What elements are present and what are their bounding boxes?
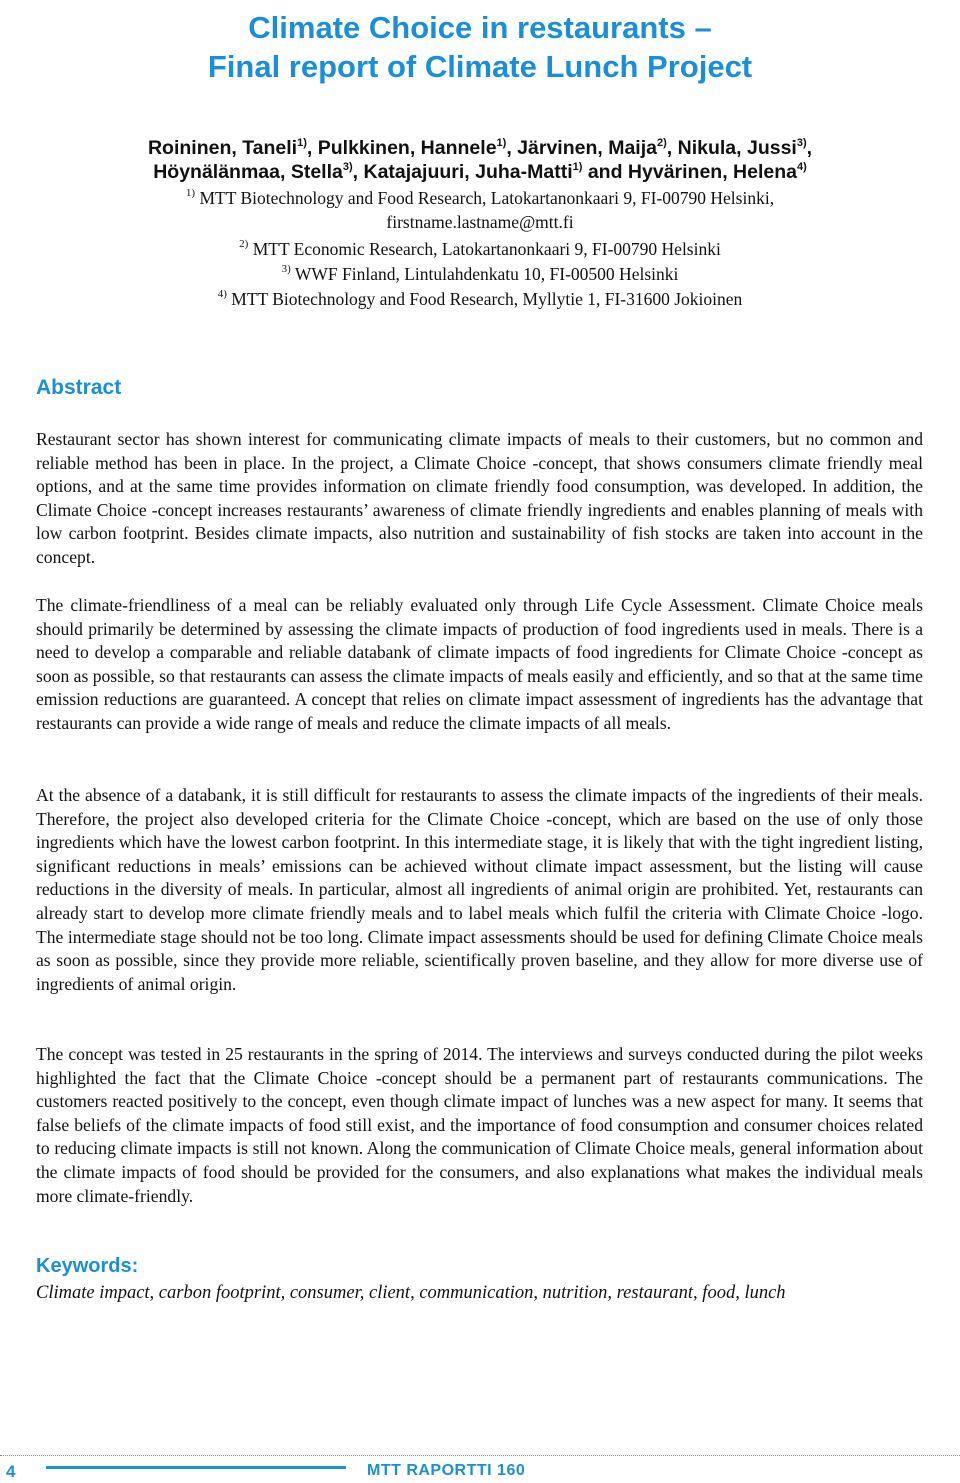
title-line-2: Final report of Climate Lunch Project [207, 49, 753, 84]
keywords-heading: Keywords: [36, 1255, 139, 1277]
affiliation-4: $^{4)}$ MTT Biotechnology and Food Research, Myllytie 1, FI-31600 Jokioinen [217, 288, 743, 309]
affiliation-2: $^{2)}$ MTT Economic Research, Latokartanonkaari 9, FI-00790 Helsinki [239, 238, 721, 259]
author: Hyvärinen, Helena$^{4)}$ [627, 161, 807, 183]
author: Järvinen, Maija$^{2)}$, [517, 137, 678, 159]
affiliation-3: $^{3)}$ WWF Finland, Lintulahdenkatu 10, FI-00500 Helsinki [281, 263, 679, 284]
keywords-list: Climate impact, carbon footprint, consumer, client, communication, nutrition, restaurant, food, lunch [36, 1283, 786, 1303]
author: Katajajuuri, Juha-Matti$^{1)}$ and [363, 161, 628, 183]
series-name: MTT RAPORTTI 160 [367, 1462, 526, 1479]
affiliation-1: $^{1)}$ MTT Biotechnology and Food Research, Latokartanonkaari 9, FI-00790 Helsinki, firstname.lastname@mtt.fi [185, 187, 775, 232]
title-line-1: Climate Choice in restaurants – [248, 10, 712, 45]
page-title [0, 8, 960, 86]
abstract-paragraph-1: Restaurant sector has shown interest for communicating climate impacts of meals to their customers, but no common and reliable method has been in place. In the project, a Climate Choice -concept, that shows consumers climate friendly meal options, and at the same time provides information on climate friendly food consumption, was developed. In addition, the Climate Choice -concept increases restaurants’ awareness of climate friendly ingredients and enables planning of meals with low carbon footprint. Besides climate impacts, also nutrition and sustainability of fish stocks are taken into account in the concept. [36, 429, 923, 567]
abstract-paragraph-2: The climate-friendliness of a meal can be reliably evaluated only through Life Cycle Assessment. Climate Choice meals should primarily be determined by assessing the climate impacts of production of food ingredients used in meals. There is a need to develop a comparable and reliable databank of climate impacts of food ingredients for Climate Choice -concept as soon as possible, so that restaurants can assess the climate impacts of meals easily and efficiently, and so that at the same time emission reductions are guaranteed. A concept that relies on climate impact assessment of ingredients has the advantage that restaurants can provide a wide range of meals and reduce the climate impacts of all meals. [36, 595, 923, 733]
author: Pulkkinen, Hannele$^{1)}$, [317, 137, 518, 159]
author: Höynälänmaa, Stella$^{3)}$, [153, 161, 364, 183]
page-number: 4 [6, 1462, 16, 1481]
author-list [40, 136, 920, 184]
contact-email: firstname.lastname@mtt.fi [386, 212, 574, 232]
abstract-paragraph-3: At the absence of a databank, it is still difficult for restaurants to assess the climate impacts of the ingredients of their meals. Therefore, the project also developed criteria for the Climate Choice -concept, which are based on the use of only those ingredients which have the lowest carbon footprint. In this intermediate stage, it is likely that with the tight ingredient listing, significant reductions in meals’ emissions can be achieved without climate impact assessment, but the listing will cause reductions in the diversity of meals. In particular, almost all ingredients of animal origin are prohibited. Yet, restaurants can already start to develop more climate friendly meals and to label meals which fulfil the criteria with Climate Choice -logo. The intermediate stage should not be too long. Climate impact assessments should be used for defining Climate Choice meals as soon as possible, since they provide more reliable, scientifically proven baseline, and they allow for more diverse use of ingredients of animal origin. [36, 785, 923, 994]
footer-divider [0, 1455, 960, 1457]
abstract-paragraph-4: The concept was tested in 25 restaurants in the spring of 2014. The interviews and surveys conducted during the pilot weeks highlighted the fact that the Climate Choice -concept should be a permanent part of restaurants communications. The customers reacted positively to the concept, even though climate impact of lunches was a new aspect for many. It seems that false beliefs of the climate impacts of food still exist, and the importance of food consumption and consumer choices related to reducing climate impacts is still not known. Along the communication of Climate Choice meals, general information about the climate impacts of food should be provided for the consumers, and also explanations what makes the individual meals more climate-friendly. [36, 1044, 923, 1206]
abstract-heading: Abstract [36, 376, 122, 399]
author: Nikula, Jussi$^{3)}$, [677, 137, 813, 159]
author: Roininen, Taneli$^{1)}$, [147, 137, 318, 159]
footer-accent-bar [46, 1466, 346, 1469]
